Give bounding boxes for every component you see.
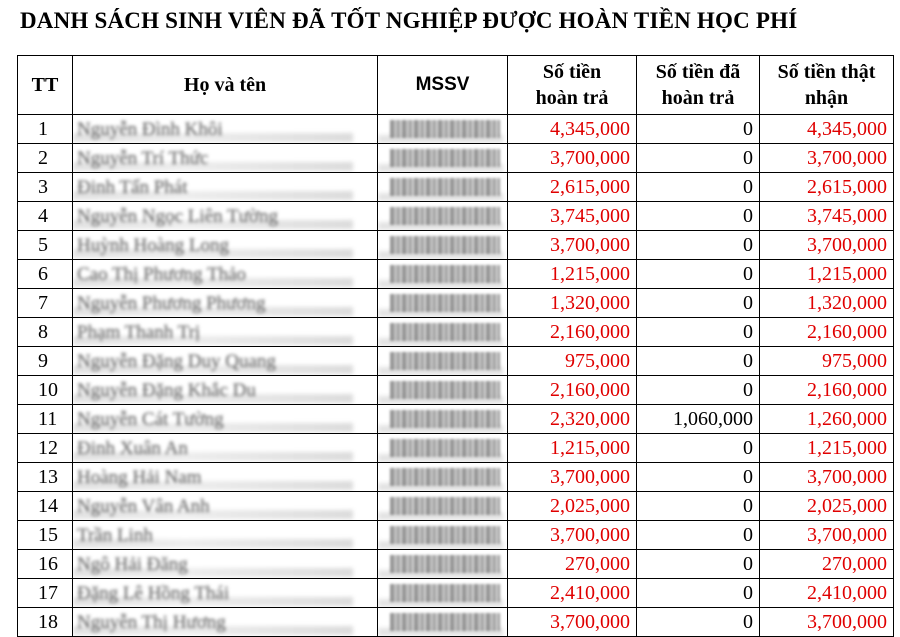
- row-name: Đặng Lê Hồng Thái: [77, 582, 230, 604]
- row-tt: 7: [18, 289, 73, 318]
- table-row: [18, 347, 894, 376]
- row-refund-amount: 2,025,000: [508, 492, 637, 521]
- row-tt: 13: [18, 463, 73, 492]
- mssv-blur: [390, 236, 500, 254]
- mssv-blur: [390, 265, 500, 283]
- row-tt: 3: [18, 173, 73, 202]
- row-refund-amount: 2,320,000: [508, 405, 637, 434]
- row-refunded-amount: 0: [637, 463, 760, 492]
- row-mssv-redacted: [378, 231, 508, 260]
- mssv-blur: [390, 149, 500, 167]
- row-mssv-redacted: [378, 318, 508, 347]
- row-tt: 11: [18, 405, 73, 434]
- row-tt: 9: [18, 347, 73, 376]
- table-row: [18, 231, 894, 260]
- graduate-refund-table: [17, 55, 894, 637]
- row-name: Nguyễn Cát Tường: [77, 408, 224, 430]
- mssv-blur: [390, 410, 500, 428]
- row-name-redacted: [73, 318, 378, 347]
- row-name-redacted: [73, 492, 378, 521]
- row-actual-amount: 975,000: [760, 347, 894, 376]
- row-name-redacted: [73, 405, 378, 434]
- row-name: Ngô Hải Đăng: [77, 553, 188, 575]
- row-name-redacted: [73, 608, 378, 637]
- table-row: [18, 521, 894, 550]
- row-refunded-amount: 0: [637, 521, 760, 550]
- mssv-blur: [390, 352, 500, 370]
- row-mssv-redacted: [378, 260, 508, 289]
- mssv-blur: [390, 207, 500, 225]
- row-refunded-amount: 0: [637, 550, 760, 579]
- header-actual-line1: Số tiền thật: [777, 61, 876, 83]
- row-actual-amount: 3,700,000: [760, 608, 894, 637]
- header-refund-line1: Số tiền: [542, 61, 602, 83]
- header-actual-line2: nhận: [804, 87, 849, 109]
- row-name-redacted: [73, 231, 378, 260]
- mssv-blur: [390, 381, 500, 399]
- row-name: Nguyễn Trí Thức: [77, 147, 209, 169]
- row-refund-amount: 2,410,000: [508, 579, 637, 608]
- table-row: [18, 550, 894, 579]
- row-name-redacted: [73, 144, 378, 173]
- row-refund-amount: 270,000: [508, 550, 637, 579]
- mssv-blur: [390, 439, 500, 457]
- row-name-redacted: [73, 202, 378, 231]
- mssv-blur: [390, 584, 500, 602]
- row-name: Cao Thị Phương Thảo: [77, 263, 247, 285]
- table-header-row: [18, 56, 894, 115]
- row-mssv-redacted: [378, 521, 508, 550]
- header-refunded-line2: hoàn trả: [661, 87, 735, 109]
- row-refund-amount: 1,215,000: [508, 434, 637, 463]
- row-refund-amount: 3,700,000: [508, 231, 637, 260]
- row-refunded-amount: 1,060,000: [637, 405, 760, 434]
- row-mssv-redacted: [378, 492, 508, 521]
- row-tt: 6: [18, 260, 73, 289]
- row-name-redacted: [73, 521, 378, 550]
- row-tt: 18: [18, 608, 73, 637]
- row-refund-amount: 2,160,000: [508, 376, 637, 405]
- row-mssv-redacted: [378, 173, 508, 202]
- row-refunded-amount: 0: [637, 115, 760, 144]
- row-actual-amount: 1,320,000: [760, 289, 894, 318]
- table-row: [18, 463, 894, 492]
- row-name-redacted: [73, 289, 378, 318]
- row-tt: 4: [18, 202, 73, 231]
- row-refunded-amount: 0: [637, 289, 760, 318]
- row-name-redacted: [73, 347, 378, 376]
- row-refund-amount: 975,000: [508, 347, 637, 376]
- row-name: Nguyễn Ngọc Liên Tường: [77, 205, 278, 227]
- row-name-redacted: [73, 260, 378, 289]
- row-actual-amount: 1,215,000: [760, 260, 894, 289]
- table-row: [18, 144, 894, 173]
- row-refunded-amount: 0: [637, 376, 760, 405]
- row-name: Đinh Tấn Phát: [77, 176, 188, 198]
- mssv-blur: [390, 120, 500, 138]
- row-mssv-redacted: [378, 579, 508, 608]
- table-row: [18, 202, 894, 231]
- row-actual-amount: 1,260,000: [760, 405, 894, 434]
- row-mssv-redacted: [378, 144, 508, 173]
- table-row: [18, 376, 894, 405]
- header-refund-line2: hoàn trả: [535, 87, 609, 109]
- row-refund-amount: 2,615,000: [508, 173, 637, 202]
- table-row: [18, 260, 894, 289]
- row-tt: 5: [18, 231, 73, 260]
- row-tt: 15: [18, 521, 73, 550]
- row-name: Nguyễn Thị Hương: [77, 611, 226, 633]
- table-row: [18, 115, 894, 144]
- row-name: Đinh Xuân An: [77, 437, 188, 459]
- row-mssv-redacted: [378, 202, 508, 231]
- mssv-blur: [390, 178, 500, 196]
- row-refunded-amount: 0: [637, 173, 760, 202]
- row-name: Phạm Thanh Trị: [77, 321, 201, 343]
- table-row: [18, 608, 894, 637]
- row-actual-amount: 3,700,000: [760, 463, 894, 492]
- row-actual-amount: 2,615,000: [760, 173, 894, 202]
- row-tt: 14: [18, 492, 73, 521]
- row-refund-amount: 3,745,000: [508, 202, 637, 231]
- row-refunded-amount: 0: [637, 608, 760, 637]
- row-refunded-amount: 0: [637, 318, 760, 347]
- row-refund-amount: 2,160,000: [508, 318, 637, 347]
- row-refunded-amount: 0: [637, 260, 760, 289]
- row-refunded-amount: 0: [637, 347, 760, 376]
- row-actual-amount: 4,345,000: [760, 115, 894, 144]
- row-name: Nguyễn Đặng Khắc Du: [77, 379, 256, 401]
- mssv-blur: [390, 468, 500, 486]
- row-name: Huỳnh Hoàng Long: [77, 234, 229, 256]
- mssv-blur: [390, 294, 500, 312]
- row-mssv-redacted: [378, 347, 508, 376]
- row-mssv-redacted: [378, 289, 508, 318]
- row-refunded-amount: 0: [637, 202, 760, 231]
- row-tt: 16: [18, 550, 73, 579]
- row-tt: 2: [18, 144, 73, 173]
- row-actual-amount: 270,000: [760, 550, 894, 579]
- row-refund-amount: 3,700,000: [508, 608, 637, 637]
- row-actual-amount: 2,160,000: [760, 376, 894, 405]
- header-refunded-amount: [637, 56, 760, 115]
- row-actual-amount: 2,410,000: [760, 579, 894, 608]
- row-actual-amount: 1,215,000: [760, 434, 894, 463]
- row-tt: 8: [18, 318, 73, 347]
- row-tt: 1: [18, 115, 73, 144]
- row-refund-amount: 1,320,000: [508, 289, 637, 318]
- row-refund-amount: 3,700,000: [508, 521, 637, 550]
- row-name: Nguyễn Đình Khôi: [77, 118, 223, 140]
- row-refunded-amount: 0: [637, 492, 760, 521]
- table-row: [18, 318, 894, 347]
- header-actual-amount: [760, 56, 894, 115]
- table-row: [18, 579, 894, 608]
- table-row: [18, 434, 894, 463]
- table-row: [18, 492, 894, 521]
- row-name: Nguyễn Vân Anh: [77, 495, 210, 517]
- row-name-redacted: [73, 463, 378, 492]
- page-title: DANH SÁCH SINH VIÊN ĐÃ TỐT NGHIỆP ĐƯỢC HOÀN TIỀN HỌC PHÍ: [20, 8, 798, 33]
- row-refunded-amount: 0: [637, 144, 760, 173]
- row-refund-amount: 1,215,000: [508, 260, 637, 289]
- header-name: Họ và tên: [73, 56, 378, 115]
- row-tt: 12: [18, 434, 73, 463]
- row-name-redacted: [73, 434, 378, 463]
- row-name-redacted: [73, 376, 378, 405]
- row-actual-amount: 3,700,000: [760, 231, 894, 260]
- row-mssv-redacted: [378, 434, 508, 463]
- row-refunded-amount: 0: [637, 434, 760, 463]
- row-name-redacted: [73, 550, 378, 579]
- table-row: [18, 405, 894, 434]
- row-mssv-redacted: [378, 463, 508, 492]
- row-actual-amount: 3,700,000: [760, 144, 894, 173]
- row-actual-amount: 2,160,000: [760, 318, 894, 347]
- header-refund-amount: [508, 56, 637, 115]
- mssv-blur: [390, 613, 500, 631]
- row-tt: 10: [18, 376, 73, 405]
- row-name: Nguyễn Đặng Duy Quang: [77, 350, 276, 372]
- header-tt: TT: [18, 56, 73, 115]
- mssv-blur: [390, 555, 500, 573]
- row-name-redacted: [73, 579, 378, 608]
- row-mssv-redacted: [378, 608, 508, 637]
- row-refund-amount: 3,700,000: [508, 144, 637, 173]
- row-name-redacted: [73, 173, 378, 202]
- row-refund-amount: 4,345,000: [508, 115, 637, 144]
- row-mssv-redacted: [378, 115, 508, 144]
- row-mssv-redacted: [378, 376, 508, 405]
- row-refunded-amount: 0: [637, 579, 760, 608]
- row-mssv-redacted: [378, 405, 508, 434]
- row-refunded-amount: 0: [637, 231, 760, 260]
- row-refund-amount: 3,700,000: [508, 463, 637, 492]
- row-name: Nguyễn Phương Phương: [77, 292, 266, 314]
- row-mssv-redacted: [378, 550, 508, 579]
- header-mssv: MSSV: [378, 56, 508, 115]
- row-actual-amount: 3,745,000: [760, 202, 894, 231]
- row-actual-amount: 3,700,000: [760, 521, 894, 550]
- row-actual-amount: 2,025,000: [760, 492, 894, 521]
- mssv-blur: [390, 526, 500, 544]
- row-name: Trần Linh: [77, 524, 153, 546]
- row-name-redacted: [73, 115, 378, 144]
- table-row: [18, 173, 894, 202]
- row-name: Hoàng Hải Nam: [77, 466, 202, 488]
- mssv-blur: [390, 497, 500, 515]
- row-tt: 17: [18, 579, 73, 608]
- mssv-blur: [390, 323, 500, 341]
- header-refunded-line1: Số tiền đã: [655, 61, 741, 83]
- table-row: [18, 289, 894, 318]
